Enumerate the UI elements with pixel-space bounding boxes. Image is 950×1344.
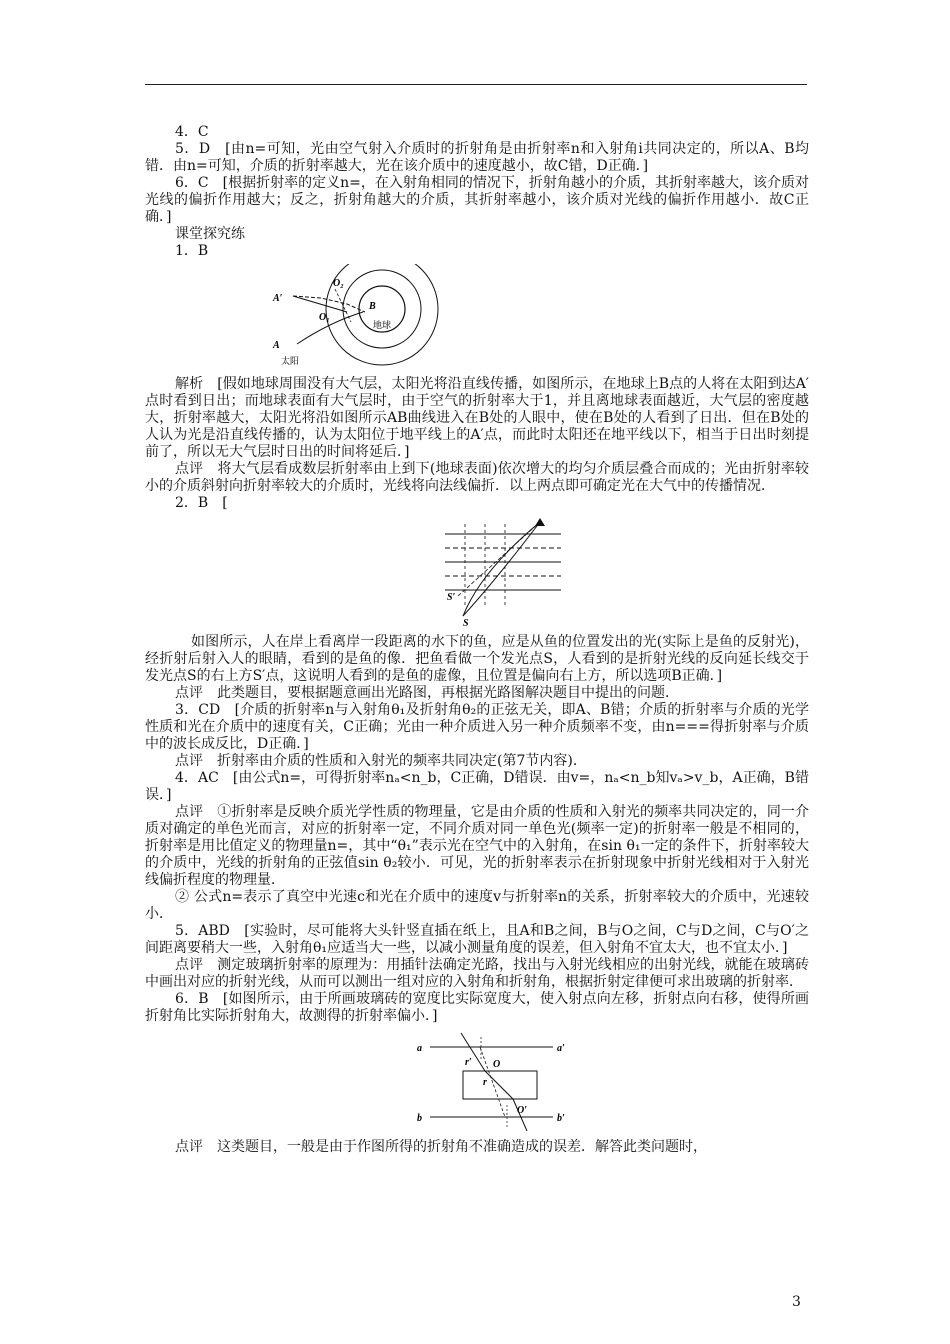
comment-6: 点评 这类题目，一般是由于作图所得的折射角不准确造成的误差．解答此类问题时， <box>175 1139 707 1155</box>
label-o-prime: O′ <box>517 1105 528 1116</box>
figure-glass-brick <box>145 1029 809 1133</box>
figure-atmosphere-refraction <box>145 264 809 370</box>
comment-4: 点评 ①折射率是反映介质光学性质的物理量，它是由介质的性质和入射光的频率共同决定的，同一介质对确定的单色光而言，对应的折射率一定，不同介质对同一单色光(频率一定)的折射率一般是不相同的，折射率是用比值定义的物理量n=，其中“θ₁”表示光在空气中的入射角，在sin θ₁一定的条件下，折射率较大的介质中，光线的折射角的正弦值sin θ₂较小．可见，光的折射率表示在折射现象中折射光线相对于入射光线偏折程度的物理量． <box>145 804 809 888</box>
label-o1: O₁ <box>319 312 330 323</box>
comment-5: 点评 测定玻璃折射率的原理为：用插针法确定光路，找出与入射光线相应的出射光线，就能在玻璃砖中画出对应的折射光线，从而可以测出一组对应的入射角和折射角，根据折射定律便可求出玻璃的折射率． <box>145 957 809 990</box>
label-a: a <box>417 1043 422 1054</box>
explanation-2: 如图所示，人在岸上看离岸一段距离的水下的鱼，应是从鱼的位置发出的光(实际上是鱼的反射光)，经折射后射入人的眼睛，看到的是鱼的像．把鱼看做一个发光点S，人看到的是折射光线的反向延长线交于发光点S的右上方S′点，这说明人看到的是鱼的虚像，且位置是偏向右上方，所以选项B正确．] <box>145 634 809 684</box>
label-a-prime: a′ <box>557 1043 565 1054</box>
label-b-prime: b′ <box>557 1113 565 1124</box>
exercise-2: 2．B [ <box>175 495 228 511</box>
answer-6: 6．C [根据折射率的定义n=，在入射角相同的情况下，折射角越小的介质，其折射率越大，该介质对光线的偏折作用越大；反之，折射角越大的介质，其折射率越小，该介质对光线的偏折作用越小．故C正确．] <box>145 175 809 225</box>
answer-4: 4．C <box>175 124 209 140</box>
exercise-3: 3．CD [介质的折射率n与入射角θ₁及折射角θ₂的正弦无关，即A、B错；介质的折射率与介质的光学性质和光在介质中的速度有关，C正确；光由一种介质进入另一种介质频率不变，由n===得折射率与介质中的波长成反比，D正确．] <box>145 702 809 752</box>
label-s-prime: S′ <box>447 592 456 603</box>
comment-2: 点评 此类题目，要根据题意画出光路图，再根据光路图解决题目中提出的问题． <box>175 685 679 701</box>
label-r: r <box>483 1077 487 1088</box>
label-earth: 地球 <box>373 321 392 331</box>
comment-1: 点评 将大气层看成数层折射率由上到下(地球表面)依次增大的均匀介质层叠合而成的；光由折射率较小的介质斜射向折射率较大的介质时，光线将向法线偏折．以上两点即可确定光在大气中的传播情况． <box>145 461 809 494</box>
section-heading: 课堂探究练 <box>175 226 245 242</box>
label-sun: 太阳 <box>281 357 300 367</box>
exercise-1: 1．B <box>175 243 209 259</box>
label-b: B <box>369 301 376 312</box>
label-a: A <box>273 340 280 351</box>
header-rule <box>145 84 807 85</box>
explanation-1: 解析 [假如地球周围没有大气层，太阳光将沿直线传播，如图所示，在地球上B点的人将在太阳到达A′点时看到日出；而地球表面有大气层时，由于空气的折射率大于1，并且离地球表面越近，大气层的密度越大，折射率越大，太阳光将沿如图所示AB曲线进入在B处的人眼中，使在B处的人看到了日出．但在B处的人认为光是沿直线传播的，认为太阳位于地平线上的A′点，而此时太阳还在地平线以下，相当于日出时刻提前了，所以无大气层时日出的时间将延后．] <box>145 376 809 460</box>
exercise-4: 4．AC [由公式n=，可得折射率nₐ<n_b，C正确，D错误．由v=，nₐ<n_b知vₐ>v_b，A正确，B错误．] <box>145 770 809 803</box>
exercise-6: 6．B [如图所示，由于所画玻璃砖的宽度比实际宽度大，使入射点向左移，折射点向右移，使得所画折射角比实际折射角大，故测得的折射率偏小．] <box>145 991 809 1024</box>
figure-fish-refraction <box>145 516 809 628</box>
label-a-prime: A′ <box>273 293 283 304</box>
label-o2: O₂ <box>333 278 344 289</box>
label-o: O <box>493 1059 501 1070</box>
answer-5: 5．D [由n=可知，光由空气射入介质时的折射角是由折射率n和入射角i共同决定的，所以A、B均错．由n=可知，介质的折射率越大，光在该介质中的速度越小，故C错，D正确．] <box>145 141 809 174</box>
label-b: b <box>417 1113 422 1124</box>
label-s: S <box>463 618 469 628</box>
comment-3: 点评 折射率由介质的性质和入射光的频率共同决定(第7节内容)． <box>175 753 587 769</box>
page-number: 3 <box>792 1294 801 1310</box>
exercise-5: 5．ABD [实验时，尽可能将大头针竖直插在纸上，且A和B之间，B与O之间，C与D之间，C与O′之间距离要稍大一些，入射角θ₁应适当大一些，以减小测量角度的误差，但入射角不宜太大，也不宜太小．] <box>145 923 809 956</box>
page-content <box>145 124 809 1156</box>
label-r-prime: r′ <box>465 1057 472 1068</box>
comment-4-2: ② 公式n=表示了真空中光速c和光在介质中的速度v与折射率n的关系，折射率较大的介质中，光速较小． <box>145 889 809 922</box>
